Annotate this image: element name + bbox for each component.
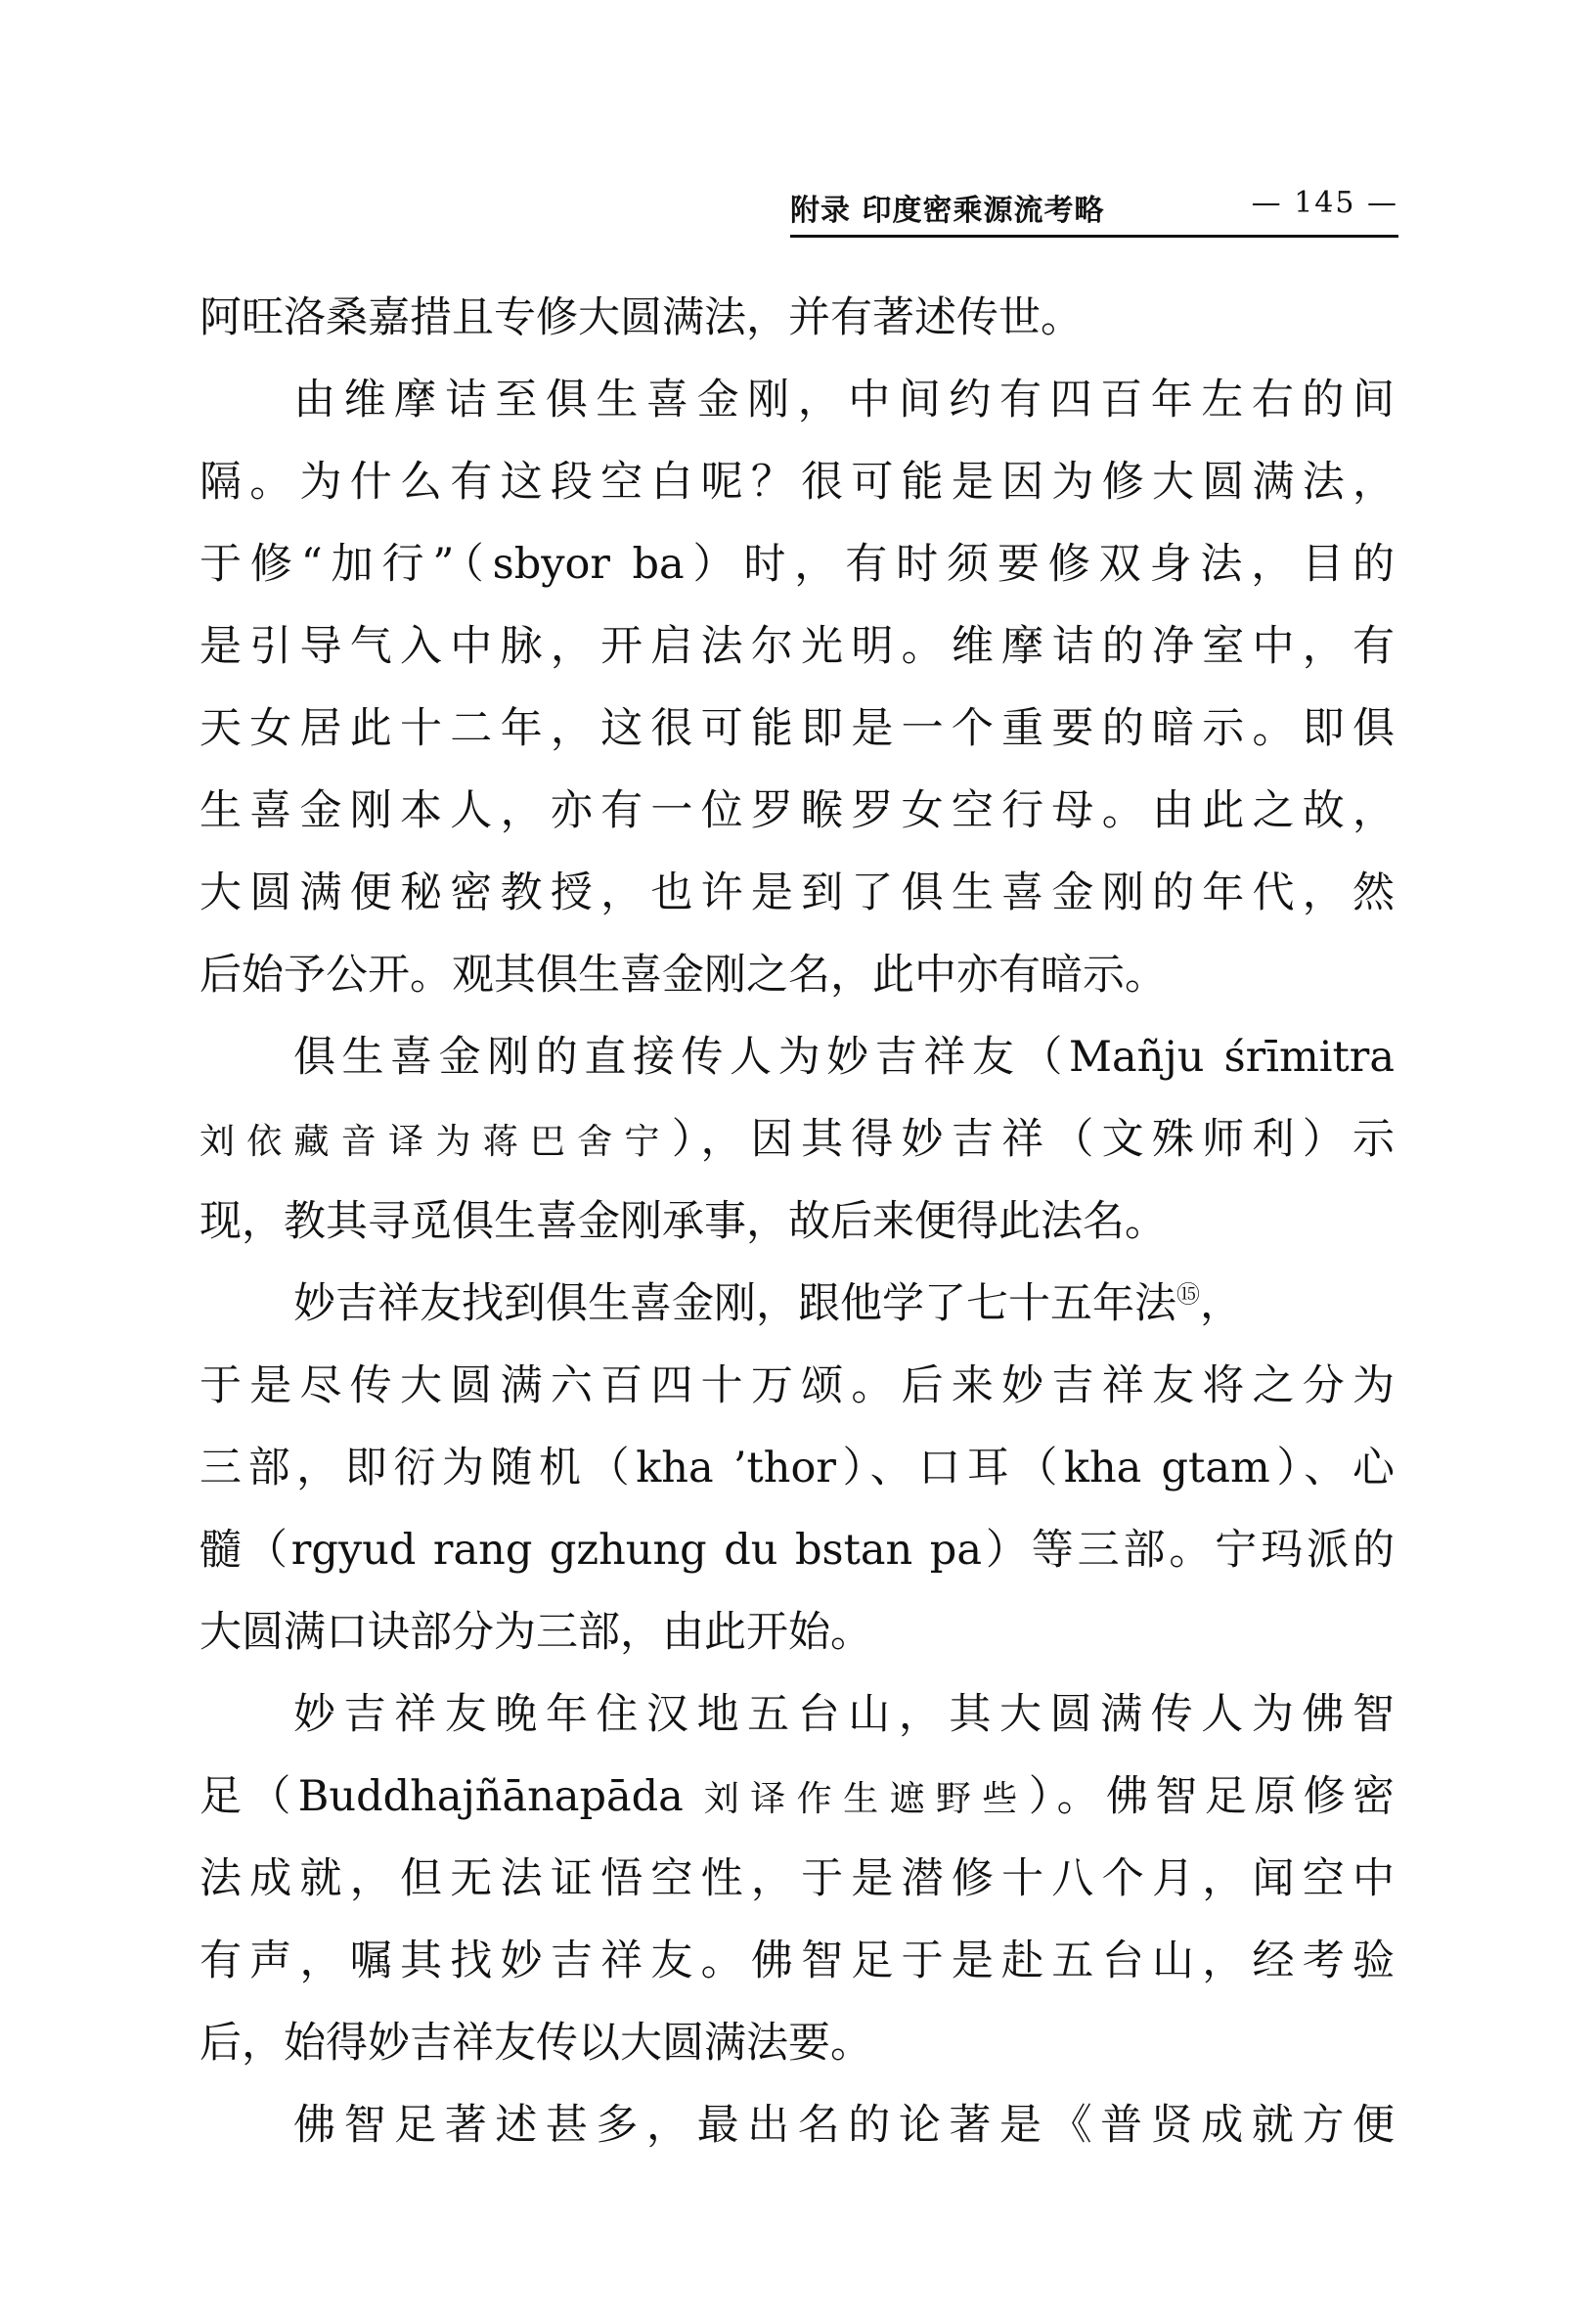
transliteration-note: 刘依藏音译为蒋巴舍宁 [200,1122,672,1162]
text-line-11 [200,1105,1395,1174]
text-line-13 [293,1269,1395,1338]
footnote-ref: ⑮ [1176,1280,1200,1309]
translation-note: 刘译作生遮野些 [703,1779,1029,1819]
text-line-17: 大圆满口诀部分为三部，由此开始。 [200,1608,872,1657]
text-line-5: 是引导气入中脉，开启法尔光明。维摩诘的净室中，有 [200,622,1395,671]
text-line-2: 由维摩诘至俱生喜金刚，中间约有四百年左右的间 [293,376,1395,424]
text-line-12: 现，教其寻觅俱生喜金刚承事，故后来便得此法名。 [200,1197,1167,1246]
running-title: 附录 印度密乘源流考略 [790,194,1105,228]
text-line-23: 佛智足著述甚多，最出名的论著是《普贤成就方便 [293,2101,1395,2150]
text-line-16: 髓（rgyud rang gzhung du bstan pa）等三部。宁玛派的 [200,1526,1395,1575]
page-number: — 145 — [1251,186,1398,220]
text-line-22: 后，始得妙吉祥友传以大圆满法要。 [200,2019,872,2068]
text-line-1: 阿旺洛桑嘉措且专修大圆满法，并有著述传世。 [200,293,1083,342]
text-line-3: 隔。为什么有这段空白呢？很可能是因为修大圆满法， [200,458,1395,507]
header-rule [790,235,1398,238]
text-line-14: 于是尽传大圆满六百四十万颂。后来妙吉祥友将之分为 [200,1361,1395,1410]
text-line-8: 大圆满便秘密教授，也许是到了俱生喜金刚的年代，然 [200,868,1395,917]
text-line-20: 法成就，但无法证悟空性，于是潜修十八个月，闻空中 [200,1854,1395,1903]
running-header [790,186,1398,233]
text-line-19 [200,1762,1395,1831]
text-line-7: 生喜金刚本人，亦有一位罗睺罗女空行母。由此之故， [200,786,1395,835]
text-line-10: 俱生喜金刚的直接传人为妙吉祥友（Mañju śrīmitra [293,1033,1395,1082]
text-line-9: 后始予公开。观其俱生喜金刚之名，此中亦有暗示。 [200,951,1167,1000]
text-line-11-rest: ），因其得妙吉祥（文殊师利）示 [671,1115,1395,1164]
text-line-13-text: 妙吉祥友找到俱生喜金刚，跟他学了七十五年法 [293,1279,1176,1328]
text-line-6: 天女居此十二年，这很可能即是一个重要的暗示。即俱 [200,704,1395,753]
text-line-13-comma: ， [1200,1279,1242,1328]
text-line-18: 妙吉祥友晚年住汉地五台山，其大圆满传人为佛智 [293,1690,1395,1739]
text-line-15: 三部，即衍为随机（kha ’thor）、口耳（kha gtam）、心 [200,1444,1395,1492]
text-line-21: 有声，嘱其找妙吉祥友。佛智足于是赴五台山，经考验 [200,1937,1395,1985]
text-line-19-rest: ）。佛智足原修密 [1028,1772,1395,1821]
text-line-19-start: 足（Buddhajñānapāda [200,1772,704,1821]
text-line-4: 于修“加行”（sbyor ba）时，有时须要修双身法，目的 [200,540,1395,589]
